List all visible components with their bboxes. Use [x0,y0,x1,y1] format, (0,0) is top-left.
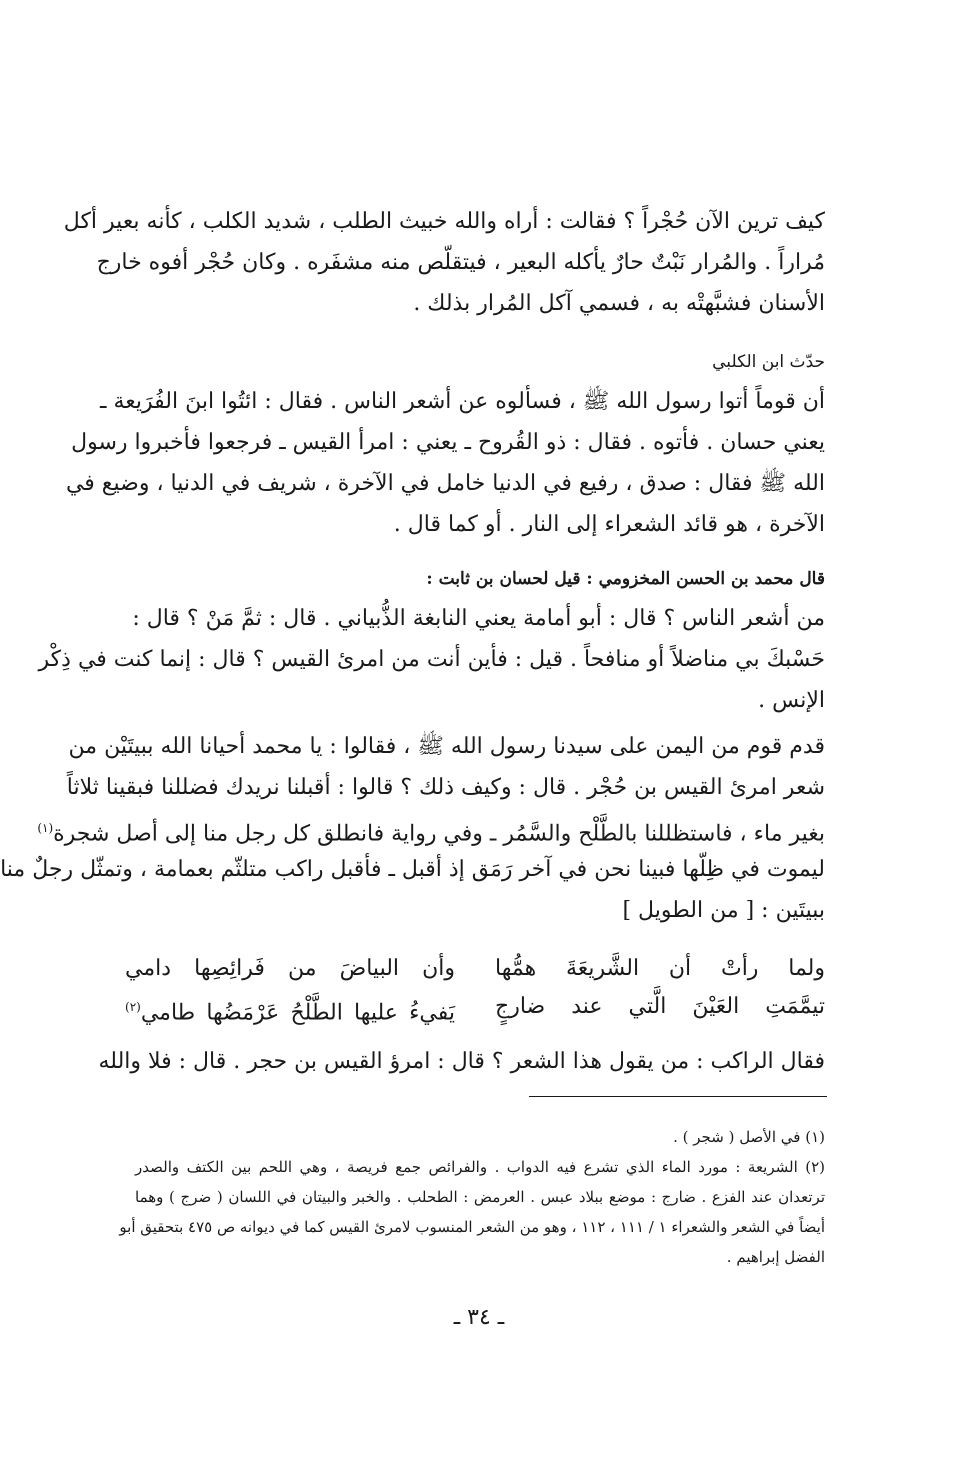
footnote-line: ترتعدان عند الفزع . ضارج : موضع ببلاد عبس . العرمض : الطحلب . والخبر والبيتان في اللسان ( ضرج ) وهما [135,1188,825,1206]
verse-first-hemistich: تيمَّمَتِ العَيْنَ الَّتي عند ضارجٍ [495,994,825,1019]
section-heading: قال محمد بن الحسن المخزومي : قيل لحسان بن ثابت : [426,569,825,589]
verse-second-hemistich [125,987,455,1033]
paragraph-line: الآخرة ، هو قائد الشعراء إلى النار . أو كما قال . [393,512,825,537]
paragraph-4 [0,726,825,931]
footnote-marker: (١) [37,821,54,835]
paragraph-line: الله ﷺ فقال : صدق ، رفيع في الدنيا خامل في الآخرة ، شريف في الدنيا ، وضيع في [65,471,825,496]
paragraph-line: شعر امرئ القيس بن حُجْر . قال : وكيف ذلك ؟ قالوا : أقبلنا نريدك فضللنا فبقينا ثلاثاً [66,775,825,800]
paragraph-line: من أشعر الناس ؟ قال : أبو أمامة يعني النابغة الذُّبياني . قال : ثمَّ مَنْ ؟ قال : [132,606,825,631]
page-number: ـ ٣٤ ـ [453,1305,505,1330]
footnote-line: الفضل إبراهيم . [726,1248,825,1266]
verse-second-hemistich: وأن البياضَ من فَرائِصِها دامي [125,956,455,981]
paragraph-1 [63,201,825,324]
paragraph-line: ببيتَين : [ من الطويل ] [622,898,825,923]
paragraph-line: يعني حسان . فأتوه . فقال : ذو القُروح ـ يعني : امرأ القيس ـ فرجعوا فأخبروا رسول [71,430,825,455]
paragraph-line: الإنس . [758,688,825,713]
footnote-line: أيضاً في الشعر والشعراء ١ / ١١١ ، ١١٢ ، وهو من الشعر المنسوب لامرئ القيس كما في ديوانه ص ٤٧٥ بتحقيق أبو [119,1218,825,1236]
paragraph-3 [38,598,825,721]
footnote-divider [529,1096,827,1097]
paragraph-line: مُراراً . والمُرار نَبْتٌ حارٌ يأكله البعير ، فيتقلّص منه مشفَره . وكان حُجْر أفوه خارج [96,250,825,275]
verse-first-hemistich: ولما رأتْ أن الشَّريعَةَ همُّها [495,956,825,981]
verse-text: يَفيءُ عليها الطَّلْحُ عَرْمَضُها طامي [140,1000,455,1026]
paragraph-line: الأسنان فشبَّهتْه به ، فسمي آكل المُرار بذلك . [413,291,825,316]
verse-line [125,987,825,1027]
footnotes [119,1122,825,1272]
paragraph-line: كيف ترين الآن حُجْراً ؟ فقالت : أراه والله خبيث الطلب ، شديد الكلب ، كأنه بعير أكل [63,209,825,234]
paragraph-line: أن قوماً أتوا رسول الله ﷺ ، فسألوه عن أشعر الناس . فقال : ائتُوا ابنَ الفُرَيعة ـ [100,389,825,414]
section-heading: حدّث ابن الكلبي [712,352,825,372]
verse-line [125,949,825,989]
paragraph-5 [98,1041,825,1082]
paragraph-line: ليموت في ظِلّها فبينا نحن في آخر رَمَق إذ أقبل ـ فأقبل راكب متلثّم بعمامة ، وتمثّل رجلٌ منا [0,857,825,882]
paragraph-line: حَسْبكَ بي مناضلاً أو منافحاً . قيل : فأين أنت من امرئ القيس ؟ قال : إنما كنت في ذِكْر [38,647,825,672]
footnote-marker: (٢) [125,1000,141,1014]
paragraph-line: فقال الراكب : من يقول هذا الشعر ؟ قال : امرؤ القيس بن حجر . قال : فلا والله [98,1049,825,1074]
paragraph-2 [65,381,825,545]
footnote-line: (١) في الأصل ( شجر ) . [673,1128,825,1146]
paragraph-line [37,808,825,849]
paragraph-line: قدم قوم من اليمن على سيدنا رسول الله ﷺ ، فقالوا : يا محمد أحيانا الله ببيتَيْن من [68,734,825,759]
footnote-text: بغير ماء ، فاستظللنا بالطَّلْح والسَّمُر ـ وفي رواية فانطلق كل رجل منا إلى أصل شجرة [53,821,825,847]
footnote-line: (٢) الشريعة : مورد الماء الذي تشرع فيه الدواب . والفرائص جمع فريصة ، وهي اللحم بين الكتف والصدر [135,1158,825,1176]
